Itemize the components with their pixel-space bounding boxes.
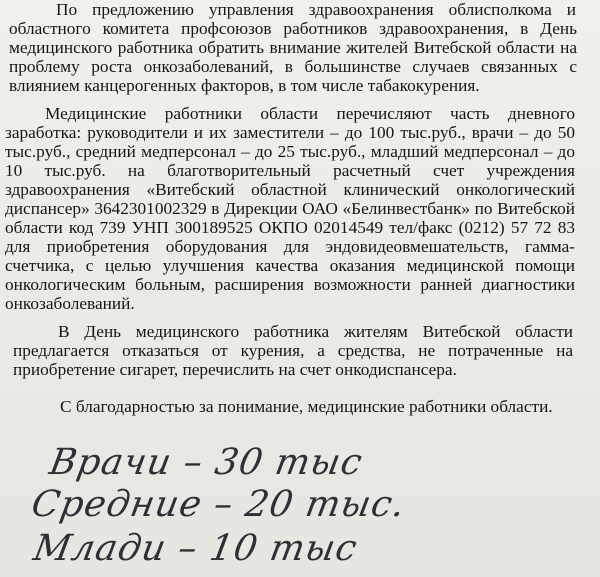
letter-line: онкозаболеваний. — [5, 294, 135, 313]
letter-line: влиянием канцерогенных факторов, в том числе табакокурения. — [9, 76, 480, 95]
letter-line: тыс.руб., средний медперсонал – до 25 тыс.руб., младший медперсонал – до — [5, 142, 575, 161]
letter-line: диспансер» 3642301002329 в Дирекции ОАО «Белинвестбанк» по Витебской — [5, 199, 575, 218]
letter-line: предлагается отказаться от курения, а средства, не потраченные на — [13, 341, 573, 360]
letter-line: онкологическим больным, расширения возможности ранней диагностики — [5, 275, 575, 294]
letter-line: По предложению управления здравоохранения облисполкома и — [56, 0, 576, 19]
letter-line: областного комитета профсоюзов работников здравоохранения, в День — [9, 19, 577, 38]
letter-line: для приобретения оборудования для эндовидеовмешательств, гамма- — [5, 237, 575, 256]
letter-line: заработка: руководители и их заместители – до 100 тыс.руб., врачи – до 50 — [5, 123, 575, 142]
letter-line: В День медицинского работника жителям Витебской области — [58, 322, 573, 341]
handwritten-line: Врачи – 30 тыс — [46, 442, 366, 483]
handwritten-line: Млади – 10 тыс — [30, 528, 361, 569]
letter-line: медицинского работника обратить внимание жителей Витебской области на — [9, 38, 577, 57]
letter-line: проблему роста онкозаболеваний, в большинстве случаев связанных с — [9, 57, 577, 76]
letter-line: счетчика, с целью улучшения качества оказания медицинской помощи — [5, 256, 575, 275]
letter-line: области код 739 УНП 300189525 ОКПО 02014549 тел/факс (0212) 57 72 83 — [5, 218, 575, 237]
handwritten-line: Средние – 20 тыс. — [28, 484, 409, 525]
letter-line: приобретение сигарет, перечислить на счет онкодиспансера. — [13, 360, 457, 379]
letter-line: Медицинские работники области перечисляют часть дневного — [45, 104, 575, 123]
letter-line: 10 тыс.руб. на благотворительный расчетный счет учреждения — [5, 161, 575, 180]
letter-line: здравоохранения «Витебский областной клинический онкологический — [5, 180, 575, 199]
closing-line: С благодарностью за понимание, медицинские работники области. — [60, 397, 553, 416]
